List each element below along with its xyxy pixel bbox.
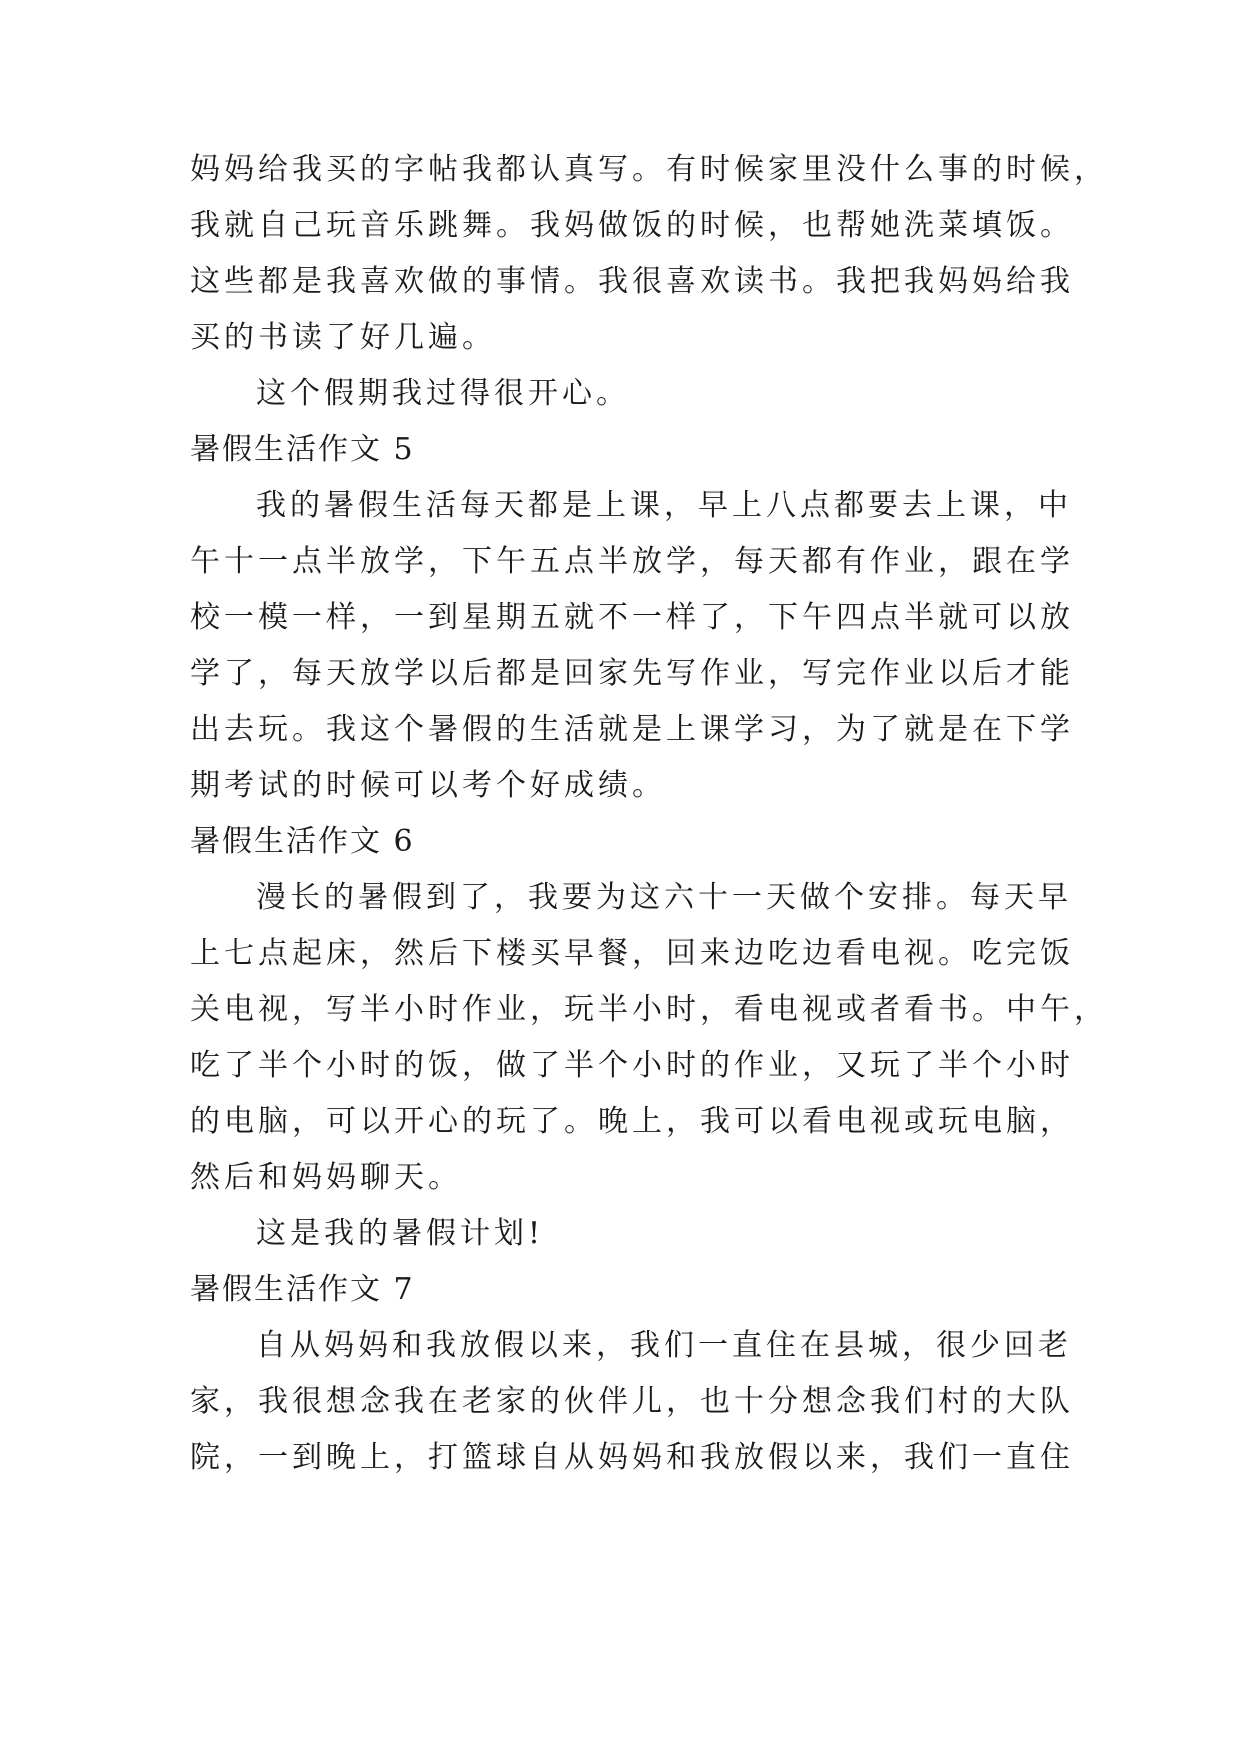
paragraph-line: 出去玩。我这个暑假的生活就是上课学习，为了就是在下学 [190, 712, 1074, 747]
paragraph-line: 的电脑，可以开心的玩了。晚上，我可以看电视或玩电脑， [190, 1104, 1074, 1139]
paragraph-line: 期考试的时候可以考个好成绩。 [190, 768, 666, 803]
section-heading: 暑假生活作文 6 [190, 824, 415, 859]
paragraph-line: 漫长的暑假到了，我要为这六十一天做个安排。每天早 [256, 880, 1072, 915]
paragraph-line: 我的暑假生活每天都是上课，早上八点都要去上课，中 [256, 488, 1072, 523]
paragraph-line: 上七点起床，然后下楼买早餐，回来边吃边看电视。吃完饭 [190, 936, 1074, 971]
paragraph-line: 校一模一样，一到星期五就不一样了，下午四点半就可以放 [190, 600, 1074, 635]
paragraph-line: 吃了半个小时的饭，做了半个小时的作业，又玩了半个小时 [190, 1048, 1074, 1083]
paragraph-line: 自从妈妈和我放假以来，我们一直住在县城，很少回老 [256, 1328, 1072, 1363]
paragraph-line: 然后和妈妈聊天。 [190, 1160, 462, 1195]
section-heading: 暑假生活作文 7 [190, 1272, 415, 1307]
paragraph-line: 这个假期我过得很开心。 [256, 376, 630, 411]
paragraph-line: 家，我很想念我在老家的伙伴儿，也十分想念我们村的大队 [190, 1384, 1074, 1419]
paragraph-line: 这是我的暑假计划! [256, 1216, 545, 1251]
section-heading: 暑假生活作文 5 [190, 432, 415, 467]
paragraph-line: 这些都是我喜欢做的事情。我很喜欢读书。我把我妈妈给我 [190, 264, 1074, 299]
paragraph-line: 关电视，写半小时作业，玩半小时，看电视或者看书。中午， [190, 992, 1108, 1027]
paragraph-line: 院，一到晚上，打篮球自从妈妈和我放假以来，我们一直住 [190, 1440, 1074, 1475]
paragraph-line: 我就自己玩音乐跳舞。我妈做饭的时候，也帮她洗菜填饭。 [190, 208, 1074, 243]
paragraph-line: 妈妈给我买的字帖我都认真写。有时候家里没什么事的时候， [190, 152, 1108, 187]
paragraph-line: 午十一点半放学，下午五点半放学，每天都有作业，跟在学 [190, 544, 1074, 579]
paragraph-line: 学了，每天放学以后都是回家先写作业，写完作业以后才能 [190, 656, 1074, 691]
paragraph-line: 买的书读了好几遍。 [190, 320, 496, 355]
